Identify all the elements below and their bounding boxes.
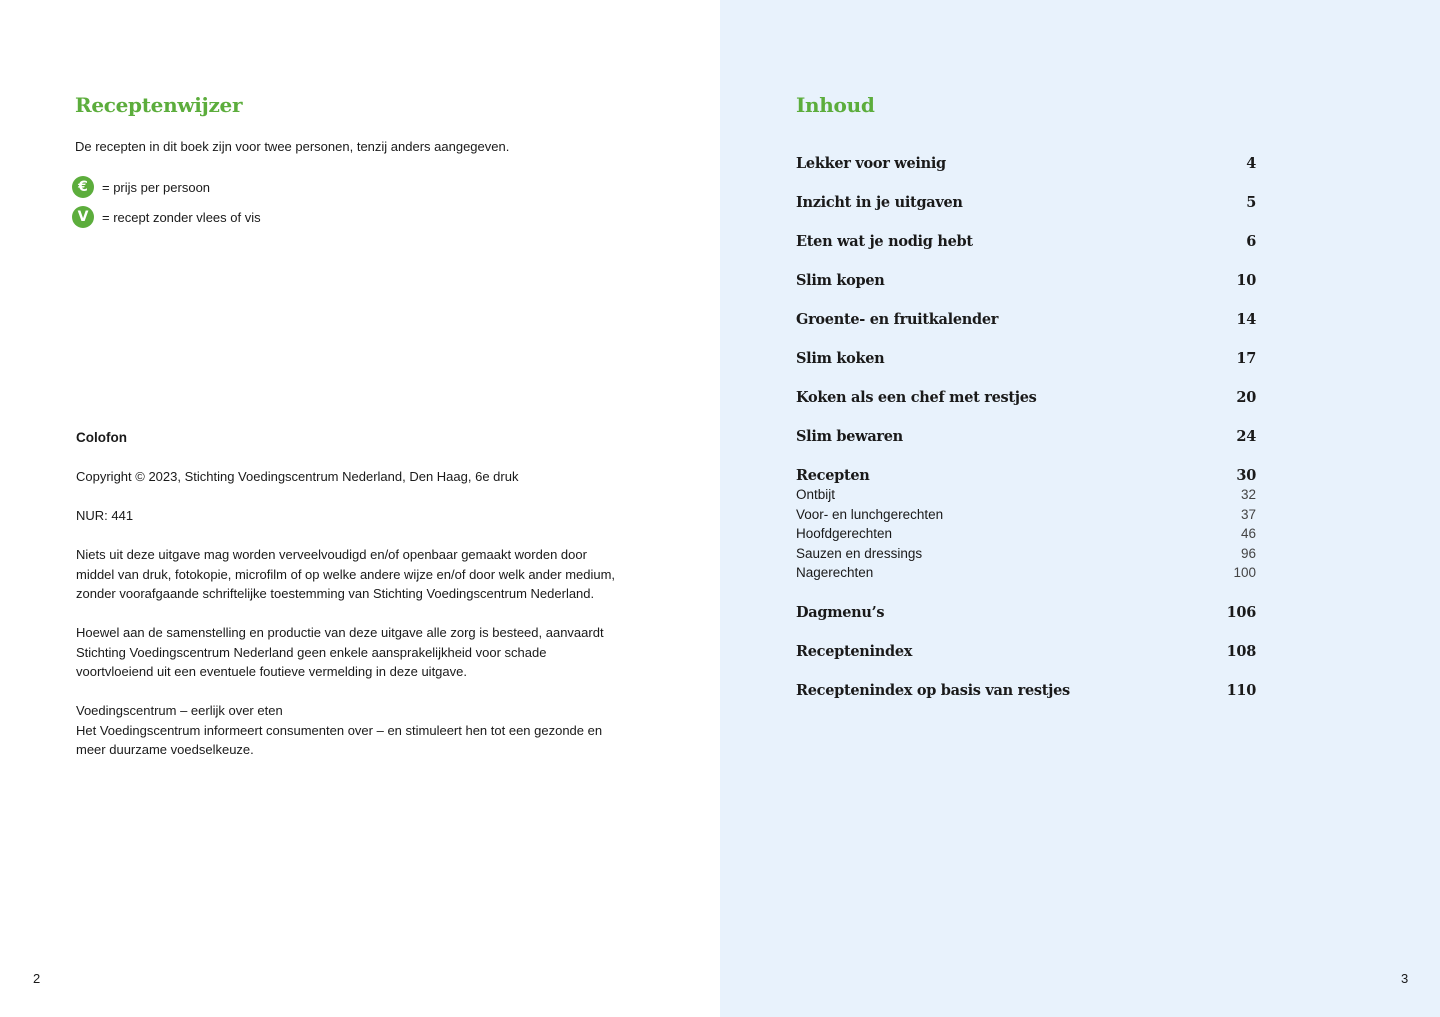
toc-page: 20	[1236, 389, 1256, 406]
rights-text: Niets uit deze uitgave mag worden verveelvoudigd en/of openbaar gemaakt worden door middel van druk, fotokopie, microfilm of op welke andere wijze en/of door welk ander medium, zonder voorafgaande schriftelijke toestemming van Stichting Voedingscentrum Nederland.	[76, 547, 616, 601]
nur-text: NUR: 441	[76, 508, 134, 523]
toc-page: 106	[1226, 603, 1256, 621]
toc-label: Slim bewaren	[796, 428, 903, 445]
inhoud-title: Inhoud	[796, 93, 875, 117]
toc-sub-page: 100	[1233, 565, 1256, 580]
toc-label: Slim koken	[796, 350, 885, 367]
toc-label: Inzicht in je uitgaven	[796, 194, 963, 211]
legend-euro	[72, 176, 210, 198]
toc-entry[interactable]	[796, 194, 1256, 233]
toc-sub-label: Sauzen en dressings	[796, 545, 923, 561]
vegetarian-icon: V	[72, 206, 94, 228]
copyright-text: Copyright © 2023, Stichting Voedingscentrum Nederland, Den Haag, 6e druk	[76, 469, 519, 484]
toc-sub-page: 46	[1240, 526, 1256, 541]
toc-label: Eten wat je nodig hebt	[796, 233, 973, 250]
toc-subentry[interactable]	[796, 565, 1256, 585]
intro-text: De recepten in dit boek zijn voor twee personen, tenzij anders aangegeven.	[75, 139, 510, 154]
toc-page: 108	[1226, 642, 1256, 660]
tagline-text: Voedingscentrum – eerlijk over eten	[76, 703, 283, 718]
toc-entry[interactable]	[796, 311, 1256, 350]
toc-sub-page: 37	[1240, 506, 1256, 522]
page-number-right: 3	[1401, 971, 1409, 986]
toc-entry[interactable]	[796, 350, 1256, 389]
toc-sub-label: Hoofdgerechten	[796, 526, 893, 541]
toc-page: 14	[1236, 311, 1256, 328]
toc-sub-page: 96	[1240, 545, 1256, 561]
toc-sub-label: Nagerechten	[796, 565, 874, 580]
toc-entry[interactable]	[796, 233, 1256, 272]
toc-label: Dagmenu’s	[796, 603, 885, 621]
toc-group-recepten	[796, 467, 1256, 585]
toc-entry[interactable]	[796, 272, 1256, 311]
colofon	[76, 428, 616, 779]
legend-label: = recept zonder vlees of vis	[102, 209, 261, 225]
toc-page: 30	[1236, 467, 1256, 484]
toc-page: 10	[1236, 272, 1256, 289]
toc-page: 4	[1246, 155, 1256, 172]
receptenwijzer-title: Receptenwijzer	[75, 93, 243, 117]
toc-subentry[interactable]	[796, 487, 1256, 507]
table-of-contents	[796, 155, 1256, 721]
toc-subentry[interactable]	[796, 546, 1256, 566]
colofon-heading: Colofon	[76, 430, 127, 445]
toc-label: Koken als een chef met restjes	[796, 389, 1037, 406]
toc-entry[interactable]	[796, 389, 1256, 428]
toc-page: 110	[1226, 681, 1256, 699]
toc-label: Recepten	[796, 467, 870, 484]
toc-page: 24	[1236, 428, 1256, 445]
page-number-left: 2	[33, 971, 41, 986]
toc-label: Receptenindex	[796, 642, 913, 660]
toc-subentry[interactable]	[796, 526, 1256, 546]
toc-page: 5	[1246, 194, 1256, 211]
toc-label: Slim kopen	[796, 272, 885, 289]
legend-vegetarian	[72, 206, 261, 228]
toc-entry[interactable]	[796, 467, 1256, 487]
toc-entry[interactable]	[796, 428, 1256, 467]
toc-subentry[interactable]	[796, 507, 1256, 527]
toc-page: 6	[1246, 233, 1256, 250]
toc-label: Receptenindex op basis van restjes	[796, 681, 1070, 699]
toc-label: Lekker voor weinig	[796, 155, 946, 172]
toc-sub-label: Voor- en lunchgerechten	[796, 506, 944, 522]
legend-label: = prijs per persoon	[102, 179, 211, 195]
toc-label: Groente- en fruitkalender	[796, 311, 999, 328]
euro-icon: €	[72, 176, 94, 198]
disclaimer-text: Hoewel aan de samenstelling en productie van deze uitgave alle zorg is besteed, aanvaardt Stichting Voedingscentrum Nederland geen enkele aansprakelijkheid voor schade voortvloeiend uit een eventuele foutieve vermelding in deze uitgave.	[76, 625, 604, 679]
toc-entry[interactable]	[796, 643, 1256, 682]
mission-text: Het Voedingscentrum informeert consumenten over – en stimuleert hen tot een gezonde en meer duurzame voedselkeuze.	[76, 722, 603, 757]
toc-entry[interactable]	[796, 682, 1256, 721]
toc-entry[interactable]	[796, 155, 1256, 194]
toc-sub-page: 32	[1240, 487, 1256, 502]
toc-page: 17	[1236, 350, 1256, 367]
toc-sub-label: Ontbijt	[796, 487, 836, 502]
toc-entry[interactable]	[796, 604, 1256, 643]
